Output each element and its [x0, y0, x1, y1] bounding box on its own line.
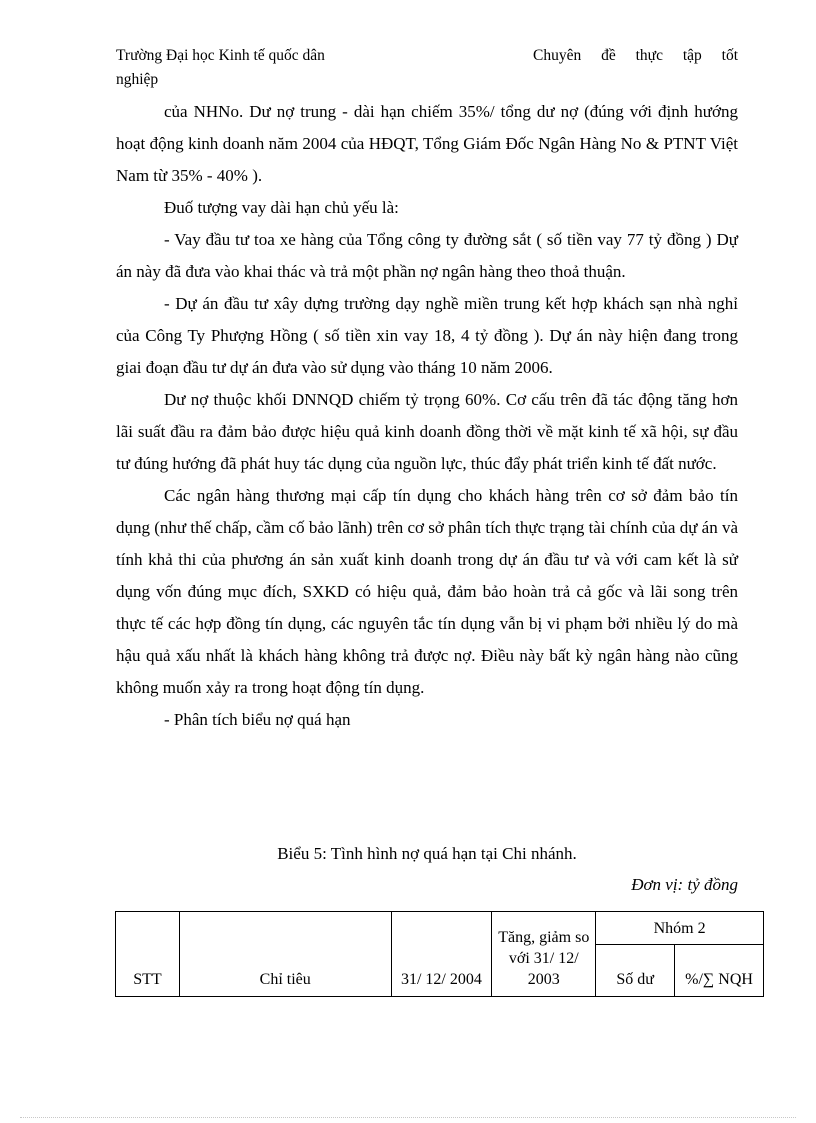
table-caption: Biểu 5: Tình hình nợ quá hạn tại Chi nhánh.	[277, 844, 577, 863]
paragraph: Đuố tượng vay dài hạn chủ yếu là:	[164, 198, 399, 217]
paragraph: Các ngân hàng thương mại cấp tín dụng cho khách hàng trên cơ sở đảm bảo tín dụng (như thế chấp, cầm cố bảo lãnh) trên cơ sở phân tích thực trạng tài chính của dự án và tính khả thi của phương án sản xuất kinh doanh trong dự án đầu tư và với cam kết là sử dụng vốn đúng mục đích, SXKD có hiệu quả, đảm bảo hoàn trả cả gốc và lãi song trên thực tế các hợp đồng tín dụng, các nguyên tắc tín dụng vẫn bị vi phạm bởi nhiều lý do mà hậu quả xấu nhất là khách hàng không trả được nợ. Điều này bất kỳ ngân hàng nào cũng không muốn xảy ra trong hoạt động tín dụng.	[116, 486, 738, 697]
header-report-title: Chuyên đề thực tập tốt	[533, 47, 738, 64]
header-date: 31/ 12/ 2004	[391, 912, 492, 997]
header-stt: STT	[116, 912, 180, 997]
paragraph: - Dự án đầu tư xây dựng trường dạy nghề miền trung kết hợp khách sạn nhà nghỉ của Công Ty Phượng Hồng ( số tiền xin vay 18, 4 tỷ đồng ). Dự án này hiện đang trong giai đoạn đầu tư dự án đưa vào sử dụng vào tháng 10 năm 2006.	[116, 294, 738, 377]
overdue-debt-table	[115, 911, 764, 997]
paragraph: - Phân tích biểu nợ quá hạn	[164, 710, 351, 729]
header-change: Tăng, giảm so với 31/ 12/ 2003	[492, 912, 596, 997]
header-chi-tieu: Chỉ tiêu	[179, 912, 391, 997]
paragraph: Dư nợ thuộc khối DNNQD chiếm tỷ trọng 60%. Cơ cấu trên đã tác động tăng hơn lãi suất đầu ra đảm bảo được hiệu quả kinh doanh đồng thời về mặt kinh tế xã hội, sự đầu tư đúng hướng đã phát huy tác dụng của nguồn lực, thúc đẩy phát triển kinh tế đất nước.	[116, 390, 738, 473]
header-so-du: Số dư	[596, 945, 675, 997]
header-group-2: Nhóm 2	[596, 912, 764, 945]
paragraph: của NHNo. Dư nợ trung - dài hạn chiếm 35%/ tổng dư nợ (đúng với định hướng hoạt động kinh doanh năm 2004 của HĐQT, Tổng Giám Đốc Ngân Hàng No & PTNT Việt Nam từ 35% - 40% ).	[116, 102, 738, 185]
footer-divider	[20, 1117, 796, 1118]
body-text	[116, 96, 738, 736]
header-school-name: Trường Đại học Kinh tế quốc dân	[116, 47, 325, 64]
paragraph: - Vay đầu tư toa xe hàng của Tổng công ty đường sắt ( số tiền vay 77 tỷ đồng ) Dự án này đã đưa vào khai thác và trả một phần nợ ngân hàng theo thoả thuận.	[116, 230, 738, 281]
table-unit: Đơn vị: tỷ đồng	[631, 875, 738, 894]
header-percent-nqh: %/∑ NQH	[675, 945, 764, 997]
header-report-title-wrap: nghiệp	[116, 71, 159, 88]
